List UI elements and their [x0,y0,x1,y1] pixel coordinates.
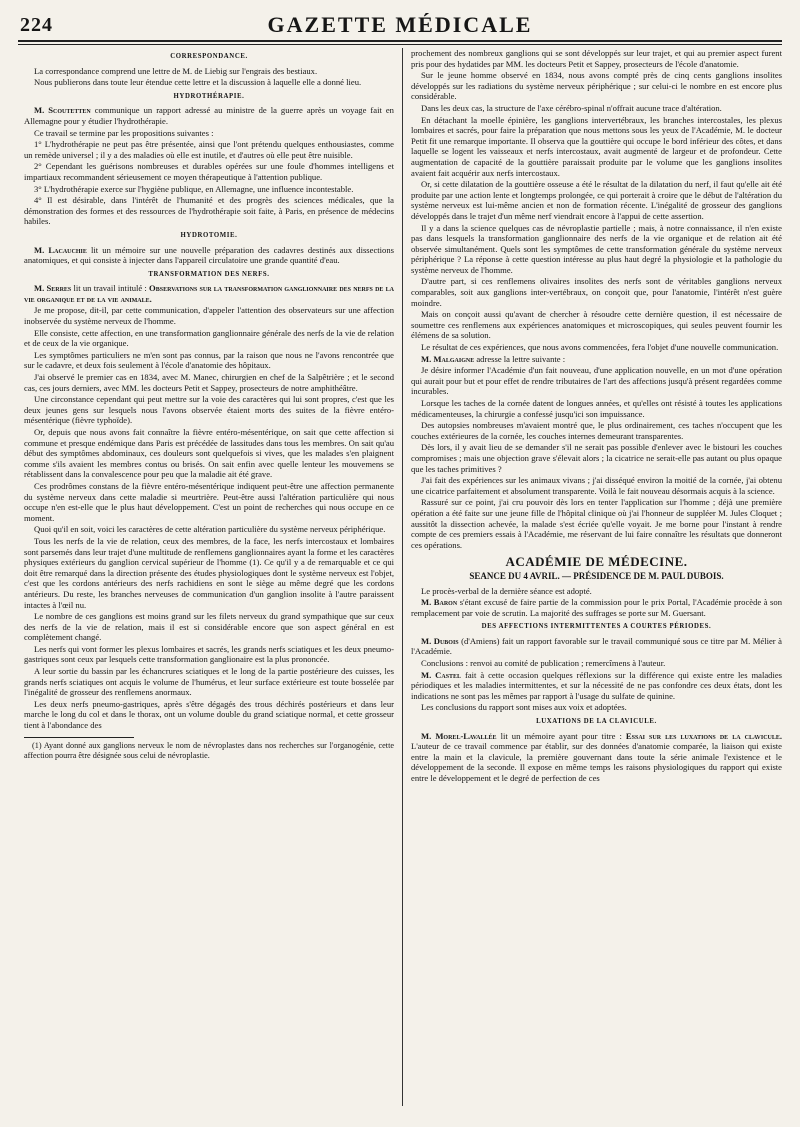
paragraph-text: communique un rapport adressé au ministre de la guerre après un voyage fait en Allemagne pour y étudier l'hydrothérapie. [24,105,394,126]
header-rule-thin [18,44,782,45]
speaker-name: M. Dubois [421,635,459,646]
paragraph: D'autre part, si ces renflemens olivaires insolites des nerfs sont de véritables ganglions nerveux comparables, soit aux ganglions inter-vertébraux, on conçoit que, pour l'anatomie, l'intérêt n'est guère moindre. [411,276,782,308]
paragraph: J'ai fait des expériences sur les animaux vivans ; j'ai disséqué environ la moitié de la cornée, j'ai obtenu une cicatrice parfaitement et absolument transparente. Voilà le fait nouveau désormais acquis à la science. [411,475,782,496]
paragraph: Ces prodrômes constans de la fièvre entéro-mésentérique indiquent peut-être une affection permanente du système nerveux dans cette maladie si meurtrière. Peut-être aussi l'altération particulière qui nous occupe n'en est-elle que le plus haut développement. C'est un point de recherches qui nous occupe en ce moment. [24,480,394,523]
section-heading-transformation: TRANSFORMATION DES NERFS. [148,270,270,278]
paragraph: Lorsque les taches de la cornée datent de longues années, et qu'elles ont résisté à toutes les applications médicamenteuses, la chirurgie a confessé jusqu'ici son impuissance. [411,398,782,419]
masthead-title: GAZETTE MÉDICALE [267,12,533,37]
speaker-name: M. Lacauchie [34,244,87,255]
paragraph: Il y a dans la science quelques cas de névroplastie partielle ; mais, à notre connaissance, il n'en existe pas dans lesquels la transformation ganglionnaire des nerfs de la vie organique et de relation ait été observée simultanément. Quels sont les symptômes de cette transformation générale du système nerveux périphérique ? La réponse à cette question intéresse au plus haut degré la physiologie et la pathologie du système nerveux de l'homme. [411,222,782,275]
speaker-name: M. Scoutetten [34,105,91,116]
paragraph-text: fait à cette occasion quelques réflexions sur la différence qui existe entre les maladies périodiques et les maladies intermittentes, et sur la nécessité de ne pas confondre ces deux états, dont les indications ne sont pas les mêmes par rapport à l'usage du sulfate de quinine. [411,669,782,701]
paragraph-text: lit un mémoire ayant pour titre : [496,730,626,741]
left-column [24,48,394,1108]
paragraph: 3° L'hydrothérapie exerce sur l'hygiène publique, en Allemagne, une influence incontestable. [34,183,354,194]
paragraph: Dès lors, il y avait lieu de se demander s'il ne serait pas possible d'enlever avec le bistouri les couches compromises ; mais une objection grave s'élevait alors ; la cicatrice ne serait-elle pas autant ou plus opaque que les taches primitives ? [411,442,782,474]
section-heading-hydrotherapie: HYDROTHÉRAPIE. [173,92,245,100]
paragraph: Rassuré sur ce point, j'ai cru pouvoir dès lors en tenter l'application sur l'homme ; déjà une première opération a été faite sur une jeune fille de l'hôpital clinique où j'ai l'honneur de suppléer M. Jules Cloquet ; aussitôt la dissection achevée, la malade s'est écriée qu'elle voyait. Je me borne pour l'instant à rendre compte de ces premiers essais à l'Académie, me réservant de lui faire connaître les résultats que donneront ces opérations. [411,497,782,550]
paragraph: Les symptômes particuliers ne m'en sont pas connus, par la raison que nous ne l'avons rencontrée que sur le cadavre, et deux fois seulement à l'école d'anatomie des hôpitaux. [24,349,394,371]
paragraph: Mais on conçoit aussi qu'avant de chercher à résoudre cette dernière question, il est nécessaire de soumettre ces renflemens aux expériences anatomiques et microscopiques, qui seules peuvent fournir les élémens de sa solution. [411,309,782,341]
paragraph [411,597,782,618]
paragraph: Le nombre de ces ganglions est moins grand sur les filets nerveux du grand sympathique que sur ceux des nerfs de la vie de relation, mais il est si considérable encore que son aspect général en est complètement changé. [24,611,394,643]
section-heading-hydrotomie: HYDROTOMIE. [180,231,238,239]
paragraph: Les conclusions du rapport sont mises aux voix et adoptées. [421,702,627,713]
paragraph: prochement des nombreux ganglions qui se sont développés sur leur trajet, et qui au premier aspect furent pris pour des hydatides par MM. les docteurs Petit et Sappey, prosecteurs de l'école d'anatomie. [411,48,782,69]
paragraph: Conclusions : renvoi au comité de publication ; remercîmens à l'auteur. [421,658,666,669]
paragraph [24,245,394,266]
paragraph: Une circonstance cependant qui peut mettre sur la voie des caractères qui lui sont propres, c'est que les deux jeunes gens sur lesquels nous l'avons observée étaient morts des suites de la fièvre entéro-mésentérique (fièvre typhoïde). [24,394,394,426]
paragraph: Je désire informer l'Académie d'un fait nouveau, d'une application nouvelle, en un mot d'une opération qui aurait pour but et pour effet de rendre tributaires de l'art des affections jusqu'à présent regardées comme incurables. [411,365,782,397]
speaker-name: M. Castel [421,669,462,680]
seance-heading: SEANCE DU 4 AVRIL. — PRÉSIDENCE DE M. PAUL DUBOIS. [469,570,724,581]
paragraph: En détachant la moelle épinière, les ganglions intervertébraux, les branches intercostales, les plexus lombaires et sacrés, pour faire la préparation que nous mettons sous les yeux de l'Académie, M. le docteur Petit fit une remarque importante. Il observa que la gouttière qui occupe le bord inférieur des côtes, et dans laquelle se logent les vaisseaux et nerfs intercostaux, avait augmenté de largeur et de profondeur. Cette augmentation de capacité de la gouttière paraissait produite par le volume que les ganglions insolites avaient fait acquérir aux nerfs intercostaux. [411,114,782,178]
paragraph: 1° L'hydrothérapie ne peut pas être présentée, ainsi que l'ont prétendu quelques enthousiastes, comme un remède universel ; il y a des maladies où elle est inutile, et d'autres où elle peut être nuisible. [24,139,394,160]
section-heading-affections: DES AFFECTIONS INTERMITTENTES A COURTES PÉRIODES. [481,623,712,631]
academie-heading: ACADÉMIE DE MÉDECINE. [505,554,688,570]
section-heading-correspondance: CORRESPONDANCE. [170,53,248,60]
paragraph: Je me propose, dit-il, par cette communication, d'appeler l'attention des observateurs sur une affection inobservée du système nerveux de l'homme. [24,305,394,327]
paragraph [411,670,782,702]
paragraph: Tous les nerfs de la vie de relation, ceux des membres, de la face, les nerfs intercostaux et lombaires sont parsemés dans leur trajet d'une multitude de renflemens ganglionnaires ayant la forme et les caractères physiques extérieurs du ganglion cervical supérieur de l'homme (1). Ce qu'il y a de remarquable et ce qui doit être remarqué dans la direction présente des études physiologiques dont le système nerveux est l'objet, c'est que les cordons antérieurs des nerfs rachidiens en sont le siège au même degré que les cordons antérieurs. Du reste, les branches nerveuses de communication d'un ganglion insolite à l'autre paraissent intactes à l'œil nu. [24,535,394,610]
header-rule-thick [18,40,782,42]
paragraph: Quoi qu'il en soit, voici les caractères de cette altération particulière du système nerveux périphérique. [34,524,386,535]
paragraph-text: lit un mémoire sur une nouvelle préparation des cadavres destinés aux dissections anatomiques, et qui consiste à injecter dans l'appareil circulatoire une grande quantité d'eau. [24,244,394,266]
paragraph: J'ai observé le premier cas en 1834, avec M. Manec, chirurgien en chef de la Salpêtrière ; et le second cas, ces jours derniers, avec MM. les docteurs Petit et Sappey, prosecteurs de notre amphithéâtre. [24,372,394,393]
paragraph-text: s'étant excusé de faire partie de la commission pour le prix Portal, l'Académie procède à son remplacement par voie de scrutin. La majorité des suffrages se porte sur M. Guersant. [411,597,782,618]
paragraph [24,283,394,304]
paragraph: A leur sortie du bassin par les échancrures sciatiques et le long de la partie postérieure des cuisses, les grands nerfs sciatiques ont acquis le volume de l'humérus, et leur surface extérieure est toute bosselée par l'inégalité de grosseur des renflemens anormaux. [24,666,394,698]
paragraph [411,636,782,657]
page-number: 224 [20,14,53,36]
paper-title: Essai sur les luxations de la clavicule. [625,730,782,741]
paper-title: Observations sur la transformation ganglionnaire des nerfs de la vie organique et de la vie animale. [24,283,394,304]
paragraph: 4° Il est désirable, dans l'intérêt de l'humanité et des progrès des sciences médicales, que la démonstration des formes et des ressources de l'hydrothérapie soit faite, à Paris, en présence de médecins habiles. [24,195,394,227]
paragraph: Les nerfs qui vont former les plexus lombaires et sacrés, les grands nerfs sciatiques et les deux pneumo-gastriques sont ceux par lesquels cette transformation ganglionaire est la plus prononcée. [24,643,394,665]
paragraph: Le procès-verbal de la dernière séance est adopté. [421,585,592,596]
speaker-name: M. Malgaigne [421,353,475,364]
paragraph: Dans les deux cas, la structure de l'axe cérébro-spinal n'offrait aucune trace d'altération. [421,102,722,113]
paragraph: Sur le jeune homme observé en 1834, nous avons compté près de cinq cents ganglions insolites développés sur les radiations du système nerveux périphérique ; sur celui-ci le nombre en est encore plus considérable. [411,70,782,102]
footnote-rule [24,737,134,738]
paragraph-text: L'auteur de ce travail commence par établir, sur des données d'anatomie comparée, la liaison qui existe entre la main et la clavicule, la première gouvernant dans toute la série animale l'existence et le développement de la seconde. Il expose en même temps les raisons physiologiques du rapport qui existe entre le développement et le degré de perfection de ces [411,741,782,783]
paragraph: Or, depuis que nous avons fait connaître la fièvre entéro-mésentérique, on sait que cette affection si commune et presque endémique dans Paris est précédée de lassitudes dans tous les membres. On sait qu'au début des symptômes abdominaux, ces douleurs sont quelquefois si vives, que les malades s'en plaignent comme s'ils avaient les membres contus ou brisés. On sait enfin avec quelle lenteur les mouvemens se rétablissent dans la convalescence pour peu que la maladie ait été grave. [24,427,394,480]
right-column [411,48,782,1108]
footnote-text: (1) Ayant donné aux ganglions nerveux le nom de névroplastes dans nos recherches sur l'organogénie, cette affection pourra être désignée sous celui de névroplastie. [24,740,394,760]
paragraph-text: (d'Amiens) fait un rapport favorable sur le travail communiqué sous ce titre par M. Mélier à l'Académie. [411,635,782,657]
paragraph [411,354,782,365]
speaker-name: M. Serres [34,283,72,294]
paragraph: 2° Cependant les guérisons nombreuses et durables opérées sur une foule d'hommes intelligens et impartiaux recommandent sérieusement ce moyen thérapeutique à l'attention publique. [24,161,394,182]
paragraph: La correspondance comprend une lettre de M. de Liebig sur l'engrais des bestiaux. [34,65,318,76]
paragraph [411,731,782,784]
paragraph: Les deux nerfs pneumo-gastriques, après s'être dégagés des trous déchirés postérieurs et dans leur marche le long du col et dans le thorax, ont un volume double du grand sciatique normal, et cette grosseur tient à l'abondance des [24,698,394,731]
paragraph-text: adresse la lettre suivante : [474,353,566,364]
paragraph: Le résultat de ces expériences, que nous avons commencées, fera l'objet d'une nouvelle communication. [421,342,779,353]
column-divider [402,48,403,1106]
section-heading-luxations: LUXATIONS DE LA CLAVICULE. [536,718,657,726]
page-header [18,12,782,38]
speaker-name: M. Morel-Lavallée [421,730,497,741]
paragraph: Elle consiste, cette affection, en une transformation ganglionnaire générale des nerfs de la vie de relation et de ceux de la vie organique. [24,327,394,349]
paragraph-text: lit un travail intitulé : [71,283,150,294]
paragraph: Or, si cette dilatation de la gouttière osseuse a été le résultat de la dilatation du nerf, il faut qu'elle ait été produite par une action lente et longtemps prolongée, ce qui porterait à croire que le début de l'altération du système nerveux est lui-même ancien et non de formation récente. L'inégalité de grosseur des ganglions développés dans le trajet d'un même nerf viendrait encore à l'appui de cette assertion. [411,179,782,221]
paragraph: Nous publierons dans toute leur étendue cette lettre et la discussion à laquelle elle a donné lieu. [34,77,362,88]
paragraph: Des autopsies nombreuses m'avaient montré que, le plus ordinairement, ces taches n'occupent que les couches extérieures de la cornée, les couches internes demeurant transparentes. [411,420,782,441]
paragraph [24,105,394,126]
speaker-name: M. Baron [421,597,458,608]
footnote [24,741,394,761]
paragraph: Ce travail se termine par les propositions suivantes : [34,127,214,138]
